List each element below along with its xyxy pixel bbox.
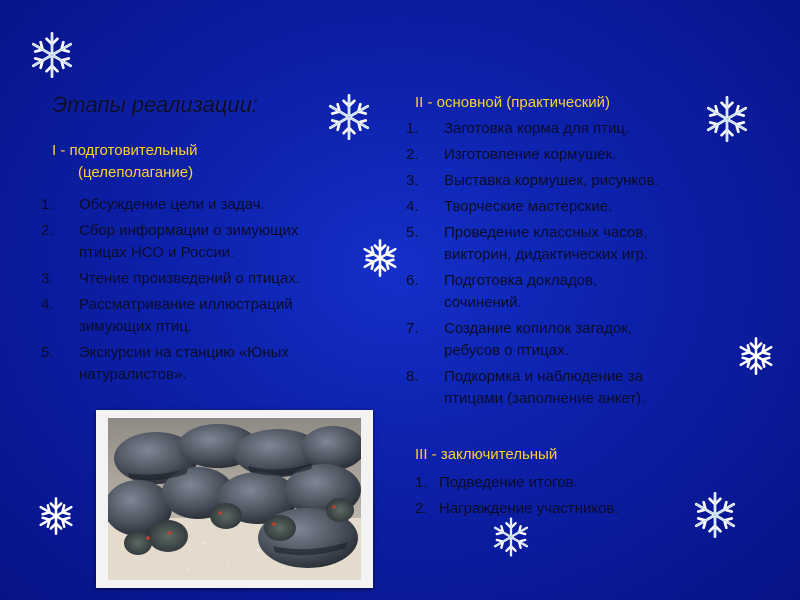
list-item: 1. Подведение итогов. xyxy=(415,474,578,491)
list-item: 7. Создание копилок загадок, ребусов о птицах. xyxy=(406,320,632,359)
snowflake-icon xyxy=(358,236,402,280)
snowflake-icon xyxy=(488,514,534,560)
stage1-heading-line2: (целеполагание) xyxy=(78,164,194,181)
list-item: 1. Заготовка корма для птиц. xyxy=(406,120,630,137)
snowflake-icon xyxy=(700,92,754,146)
stage2-heading: II - основной (практический) xyxy=(415,94,611,111)
list-item: 1. Обсуждение цели и задач. xyxy=(41,196,265,213)
stage3-list xyxy=(415,472,735,524)
list-item: 5. Экскурсии на станцию «Юных натуралистов». xyxy=(41,344,289,383)
pigeons-illustration xyxy=(108,418,361,580)
stage1-heading xyxy=(52,140,198,184)
list-item: 4. Рассматривание иллюстраций зимующих птиц. xyxy=(41,296,293,335)
snowflake-icon xyxy=(25,28,79,82)
stage1-list xyxy=(41,194,381,390)
stage1-heading-line1: I - подготовительный xyxy=(52,142,198,159)
snowflake-icon xyxy=(688,488,742,542)
list-item: 3. Чтение произведений о птицах. xyxy=(41,270,300,287)
list-item: 4. Творческие мастерские. xyxy=(406,198,613,215)
snowflake-icon xyxy=(322,90,376,144)
list-item: 2. Сбор информации о зимующих птицах НСО и России. xyxy=(41,222,299,261)
list-item: 8. Подкормка и наблюдение за птицами (заполнение анкет). xyxy=(406,368,646,407)
list-item: 2. Изготовление кормушек. xyxy=(406,146,617,163)
slide-title: Этапы реализации: xyxy=(52,92,258,117)
snowflake-icon xyxy=(34,494,78,538)
pigeons-photo xyxy=(96,410,373,588)
list-item: 6. Подготовка докладов, сочинений. xyxy=(406,272,598,311)
stage3-heading: III - заключительный xyxy=(415,446,558,463)
stage2-list xyxy=(406,118,746,414)
list-item: 5. Проведение классных часов, викторин, дидактических игр. xyxy=(406,224,649,263)
list-item: 3. Выставка кормушек, рисунков. xyxy=(406,172,659,189)
snowflake-icon xyxy=(734,334,778,378)
list-item: 2. Награждение участников. xyxy=(415,500,619,517)
